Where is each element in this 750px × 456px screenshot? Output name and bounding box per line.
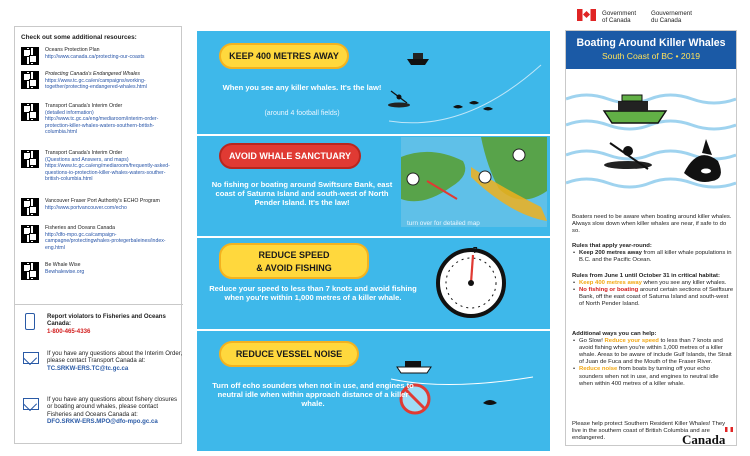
killer-whale-icon bbox=[453, 101, 493, 111]
qr-code-icon bbox=[21, 47, 39, 65]
keep-away-label: KEEP 400 METRES AWAY bbox=[219, 43, 349, 69]
resource-link[interactable]: http://www.portvancouver.com/echo bbox=[45, 204, 127, 211]
dfo-contact bbox=[21, 396, 181, 440]
keep-away-text: When you see any killer whales. It's the law! bbox=[222, 83, 382, 92]
resource-title: Vancouver Fraser Port Authority's ECHO Program bbox=[45, 198, 160, 204]
boat-whales-illustration bbox=[385, 35, 545, 125]
dfo-text: If you have any questions about fishery closures or boating around whales, please contact Fisheries and Oceans Canada at: bbox=[47, 396, 178, 418]
speed-gauge bbox=[431, 239, 511, 325]
help-item: • Go Slow! Reduce your speed to less than 7 knots and avoid fishing when you're within 1,000 metres of a killer whale. Areas to be aware of include Gulf Islands, the Strait of Juan de Fuca and the Mouth of the Fraser River. bbox=[572, 338, 734, 366]
qr-code-icon bbox=[21, 150, 39, 168]
gov-fr: Gouvernement du Canada bbox=[651, 10, 692, 24]
divider bbox=[15, 304, 183, 305]
cover-illustration bbox=[566, 69, 736, 205]
resource-title: Fisheries and Oceans Canada bbox=[45, 225, 116, 231]
killer-whale-icon bbox=[483, 400, 497, 405]
divider bbox=[197, 236, 550, 238]
sanctuary-text: No fishing or boating around Swiftsure Bank, east coast of Saturna Island and south-west of North Pender Island. It's the law! bbox=[211, 180, 393, 207]
resource-link[interactable]: http://www.tc.gc.ca/eng/mediaroom/interim-order-protection-killer-whales-waters-southern-british-columbia.html bbox=[45, 116, 159, 136]
envelope-icon bbox=[23, 352, 39, 364]
resource-title: Oceans Protection Plan bbox=[45, 47, 100, 53]
resource-link[interactable]: Bewhalewise.org bbox=[45, 268, 85, 275]
brochure-subtitle: South Coast of BC • 2019 bbox=[601, 51, 701, 61]
help-section bbox=[572, 331, 734, 388]
qr-code-icon bbox=[21, 198, 39, 216]
resource-detail: (Questions and Answers, and maps) bbox=[45, 156, 129, 163]
divider bbox=[197, 134, 550, 136]
resource-title: Be Whale Wise bbox=[45, 262, 81, 268]
resource-title: Protecting Canada's Endangered Whales bbox=[45, 71, 141, 77]
turn-over-link[interactable]: turn over for detailed map bbox=[407, 220, 480, 227]
resource-link[interactable]: https://www.tc.gc.ca/eng/mediaroom/frequently-asked-questions-io-protection-killer-whales-waters-souther-british-columbia.html bbox=[45, 163, 170, 183]
year-round-rule: • Keep 200 metres away from all killer whale populations in B.C. and the Pacific Ocean. bbox=[572, 250, 734, 264]
seasonal-rule: • Keep 400 metres away when you see any killer whales. bbox=[572, 280, 734, 287]
transport-email[interactable]: TC.SRKW-ERS.TC@tc.gc.ca bbox=[47, 364, 129, 372]
qr-code-icon bbox=[21, 103, 39, 121]
reduce-speed-line1: REDUCE SPEED bbox=[258, 250, 330, 260]
kayak-icon bbox=[388, 91, 410, 108]
gauge-value: 7 bbox=[473, 246, 478, 255]
reduce-noise-label: REDUCE VESSEL NOISE bbox=[219, 341, 359, 367]
resources-panel bbox=[14, 26, 182, 444]
boat-icon bbox=[407, 53, 429, 65]
canada-flag-icon bbox=[577, 9, 596, 21]
report-phone[interactable]: 1-800-465-4336 bbox=[47, 327, 91, 335]
year-round-section bbox=[572, 243, 734, 264]
phone-icon bbox=[25, 313, 35, 330]
seasonal-rule: • No fishing or boating around certain sections of Swiftsure Bank, off the east coast of Saturna Island and south-west of North Pender Island. bbox=[572, 287, 734, 308]
reduce-noise-text: Turn off echo sounders when not in use, and engines to neutral idle when within approach distance of a killer whale. bbox=[212, 381, 414, 408]
resources-heading: Check out some additional resources: bbox=[21, 34, 137, 41]
seasonal-heading: Rules from June 1 until October 31 in critical habitat: bbox=[572, 273, 720, 279]
closing-text: Please help protect Southern Resident Killer Whales! They live in the southern coast of British Columbia and are endangered. bbox=[572, 421, 726, 442]
report-heading: Report violators to Fisheries and Oceans Canada: bbox=[47, 313, 166, 328]
divider bbox=[197, 329, 550, 331]
seasonal-section bbox=[572, 273, 734, 308]
dfo-email[interactable]: DFO.SRKW-ERS.MPO@dfo-mpo.gc.ca bbox=[47, 418, 158, 426]
intro-text: Boaters need to be aware when boating around killer whales. Always slow down when killer whales are near, if safe to do so. bbox=[572, 214, 732, 235]
rules-panel bbox=[197, 31, 550, 451]
transport-text: If you have any questions about the Interim Order, please contact Transport Canada at: bbox=[47, 350, 183, 365]
sanctuary-label: AVOID WHALE SANCTUARY bbox=[219, 143, 361, 169]
gov-en: Government of Canada bbox=[602, 10, 637, 24]
reduce-speed-line2: & AVOID FISHING bbox=[256, 263, 332, 273]
resource-link[interactable]: http://dfo-mpo.gc.ca/campaign-campagne/protectingwhales-protegerbaleines/index-eng.html bbox=[45, 231, 166, 251]
qr-code-icon bbox=[21, 71, 39, 89]
reduce-speed-label bbox=[219, 243, 369, 279]
reduce-speed-text: Reduce your speed to less than 7 knots and avoid fishing when you're within 1,000 metres of a killer whale. bbox=[209, 284, 417, 302]
resource-title: Transport Canada's Interim Order bbox=[45, 150, 123, 156]
resource-detail: (detailed information) bbox=[45, 109, 94, 116]
resource-link[interactable]: https://www.tc.gc.ca/en/campaigns/working-together/protecting-endangered-whales.html bbox=[45, 77, 147, 91]
sanctuary-map bbox=[401, 137, 547, 227]
qr-code-icon bbox=[21, 225, 39, 243]
help-heading: Additional ways you can help: bbox=[572, 331, 657, 337]
title-banner bbox=[566, 31, 736, 69]
resource-title: Transport Canada's Interim Order bbox=[45, 103, 123, 109]
canada-wordmark: Canada bbox=[682, 432, 726, 447]
brochure-cover bbox=[565, 30, 737, 446]
qr-code-icon bbox=[21, 262, 39, 280]
transport-contact bbox=[21, 350, 181, 392]
year-round-heading: Rules that apply year-round: bbox=[572, 243, 652, 249]
resource-link[interactable]: http://www.canada.ca/protecting-our-coasts bbox=[45, 53, 145, 60]
brochure-title: Boating Around Killer Whales bbox=[576, 37, 726, 49]
help-item: • Reduce noise from boats by turning off your echo sounders when not in use, and engines to neutral idle when within 400 metres of a killer whale. bbox=[572, 366, 734, 387]
envelope-icon bbox=[23, 398, 39, 410]
killer-whale-icon bbox=[684, 139, 721, 182]
canada-flag-icon bbox=[725, 427, 733, 432]
report-contact bbox=[21, 313, 181, 345]
keep-away-note: (around 4 football fields) bbox=[264, 110, 340, 117]
